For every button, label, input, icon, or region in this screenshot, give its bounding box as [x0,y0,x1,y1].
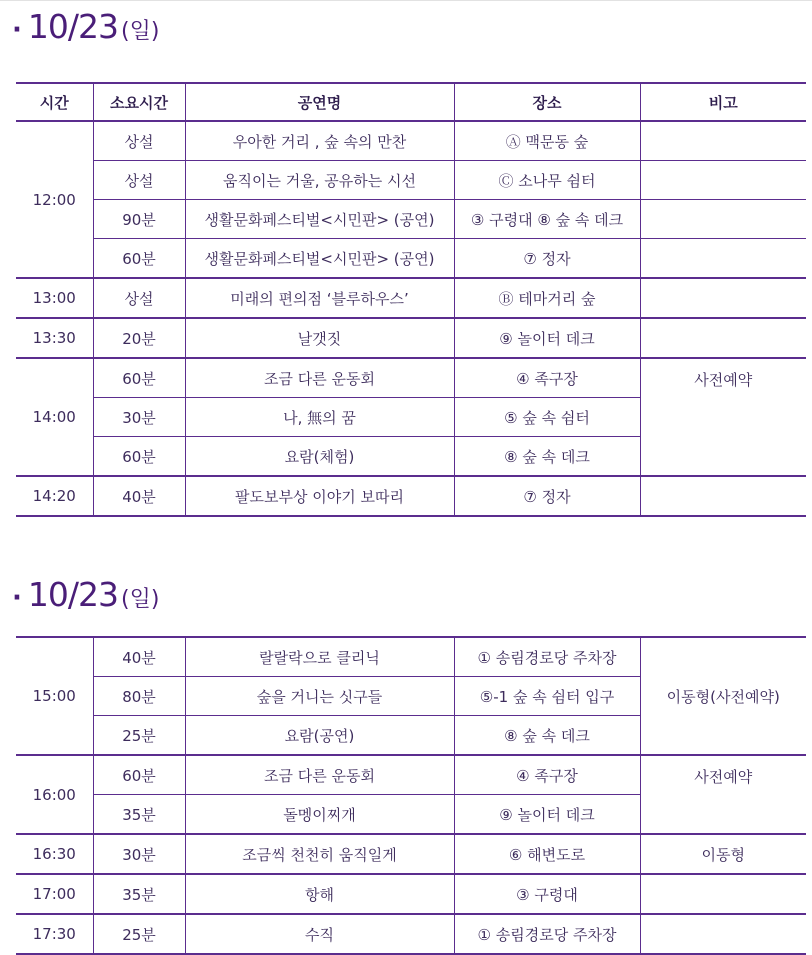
place-cell: Ⓐ 맥문동 숲 [454,121,640,161]
place-cell: ⑤-1 숲 속 쉼터 입구 [454,677,640,716]
title-cell: 조금 다른 운동회 [185,755,454,795]
table-row [16,637,806,677]
time-cell: 13:30 [16,318,93,358]
title-cell: 수직 [185,914,454,954]
section-date-title [12,575,160,614]
table-row [16,278,806,318]
duration-cell: 40분 [93,637,185,677]
title-cell: 항해 [185,874,454,914]
time-cell: 16:00 [16,755,93,834]
duration-cell: 60분 [93,239,185,279]
duration-cell: 상설 [93,121,185,161]
table-row [16,161,806,200]
title-cell: 생활문화페스티벌<시민판> (공연) [185,200,454,239]
table-row [16,239,806,279]
title-cell: 돌멩이찌개 [185,795,454,835]
duration-cell: 상설 [93,161,185,200]
place-cell: ④ 족구장 [454,358,640,398]
note-cell [640,874,806,914]
bullet-dot: · [12,583,22,613]
note-cell: 이동형 [640,834,806,874]
header-note: 비고 [640,83,806,121]
time-cell: 17:30 [16,914,93,954]
date-label: 10/23 [27,575,118,614]
header-title: 공연명 [185,83,454,121]
title-cell: 조금 다른 운동회 [185,358,454,398]
table-row [16,834,806,874]
header-place: 장소 [454,83,640,121]
place-cell: ⑦ 정자 [454,239,640,279]
date-label: 10/23 [27,7,118,46]
bullet-dot: · [12,15,22,45]
place-cell: ① 송림경로당 주차장 [454,914,640,954]
title-cell: 조금씩 천천히 움직일게 [185,834,454,874]
table-header-row [16,83,806,121]
duration-cell: 상설 [93,278,185,318]
duration-cell: 60분 [93,755,185,795]
place-cell: ⑥ 해변도로 [454,834,640,874]
place-cell: ④ 족구장 [454,755,640,795]
table-row [16,200,806,239]
table-row [16,476,806,516]
table-row [16,755,806,795]
top-divider [0,0,812,1]
note-cell [640,239,806,279]
place-cell: ⑨ 놀이터 데크 [454,318,640,358]
place-cell: ⑤ 숲 속 쉼터 [454,398,640,437]
duration-cell: 20분 [93,318,185,358]
title-cell: 요람(체험) [185,437,454,477]
place-cell: ① 송림경로당 주차장 [454,637,640,677]
note-cell: 사전예약 [640,755,806,834]
day-label: (일) [121,19,160,44]
duration-cell: 30분 [93,834,185,874]
note-cell [640,278,806,318]
time-cell: 14:00 [16,358,93,476]
title-cell: 숲을 거니는 싯구들 [185,677,454,716]
duration-cell: 30분 [93,398,185,437]
day-label: (일) [121,587,160,612]
place-cell: ⑧ 숲 속 데크 [454,437,640,477]
note-cell [640,318,806,358]
time-cell: 17:00 [16,874,93,914]
place-cell: Ⓒ 소나무 쉼터 [454,161,640,200]
duration-cell: 35분 [93,874,185,914]
table-row [16,874,806,914]
title-cell: 미래의 편의점 ‘블루하우스’ [185,278,454,318]
duration-cell: 40분 [93,476,185,516]
note-cell [640,200,806,239]
title-cell: 날갯짓 [185,318,454,358]
place-cell: ⑧ 숲 속 데크 [454,716,640,756]
title-cell: 랄랄락으로 클리닉 [185,637,454,677]
time-cell: 15:00 [16,637,93,755]
duration-cell: 90분 [93,200,185,239]
table-row [16,121,806,161]
table-row [16,318,806,358]
title-cell: 우아한 거리 , 숲 속의 만찬 [185,121,454,161]
note-cell [640,161,806,200]
section-date-title [12,7,160,46]
place-cell: Ⓑ 테마거리 숲 [454,278,640,318]
place-cell: ⑦ 정자 [454,476,640,516]
header-time: 시간 [16,83,93,121]
title-cell: 움직이는 거울, 공유하는 시선 [185,161,454,200]
note-cell [640,914,806,954]
schedule-table [16,636,806,955]
duration-cell: 60분 [93,358,185,398]
title-cell: 요람(공연) [185,716,454,756]
title-cell: 팔도보부상 이야기 보따리 [185,476,454,516]
time-cell: 12:00 [16,121,93,278]
duration-cell: 25분 [93,914,185,954]
time-cell: 16:30 [16,834,93,874]
note-cell: 이동형(사전예약) [640,637,806,755]
time-cell: 14:20 [16,476,93,516]
table-row [16,914,806,954]
title-cell: 생활문화페스티벌<시민판> (공연) [185,239,454,279]
title-cell: 나, 無의 꿈 [185,398,454,437]
table-row [16,358,806,398]
schedule-table [16,82,806,517]
duration-cell: 35분 [93,795,185,835]
place-cell: ③ 구령대 ⑧ 숲 속 데크 [454,200,640,239]
note-cell [640,476,806,516]
place-cell: ③ 구령대 [454,874,640,914]
time-cell: 13:00 [16,278,93,318]
place-cell: ⑨ 놀이터 데크 [454,795,640,835]
note-cell: 사전예약 [640,358,806,476]
duration-cell: 25분 [93,716,185,756]
duration-cell: 60분 [93,437,185,477]
duration-cell: 80분 [93,677,185,716]
header-duration: 소요시간 [93,83,185,121]
note-cell [640,121,806,161]
